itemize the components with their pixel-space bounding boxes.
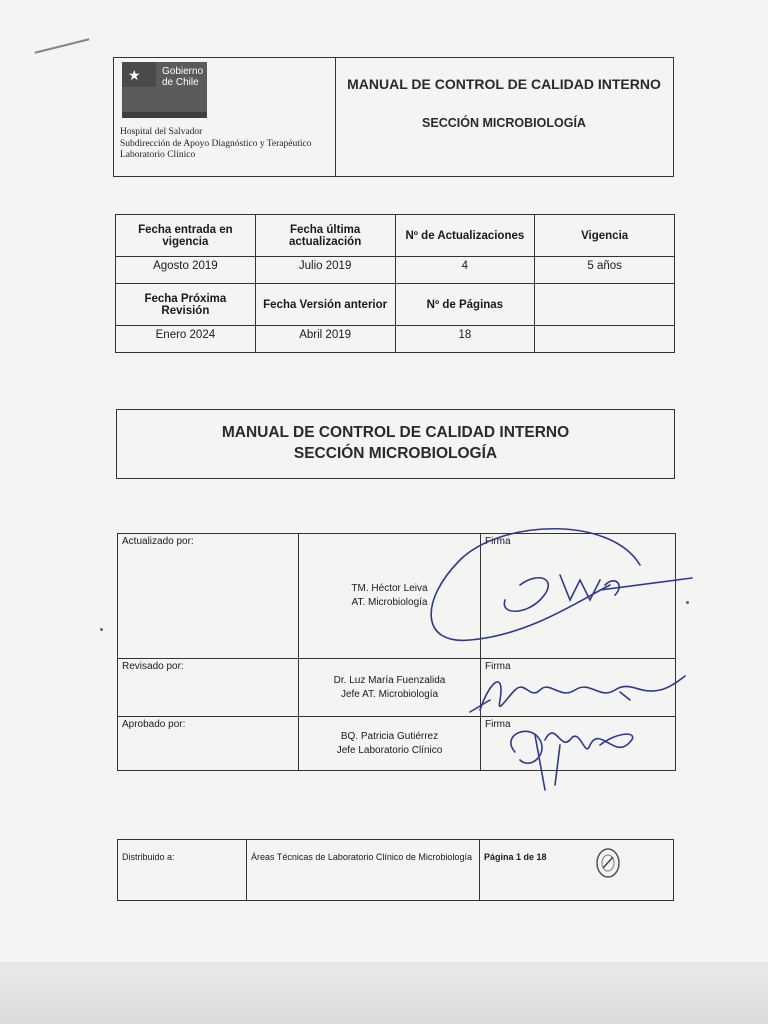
document-header bbox=[113, 57, 674, 177]
info-value-row bbox=[116, 326, 675, 353]
scan-edge-shade bbox=[0, 962, 768, 1024]
header-title: MANUAL DE CONTROL DE CALIDAD INTERNO bbox=[347, 76, 661, 92]
info-header-cell: Fecha Versión anterior bbox=[255, 284, 395, 326]
header-institution-cell bbox=[114, 58, 336, 176]
info-header-cell: Fecha Próxima Revisión bbox=[116, 284, 256, 326]
footer-row bbox=[118, 840, 674, 901]
info-header-row bbox=[116, 215, 675, 257]
institution-subdireccion: Subdirección de Apoyo Diagnóstico y Terapéutico bbox=[120, 138, 312, 149]
approval-role: Aprobado por: bbox=[118, 717, 299, 771]
info-header-cell bbox=[535, 284, 675, 326]
institution-hospital: Hospital del Salvador bbox=[120, 127, 203, 137]
info-value-cell bbox=[535, 326, 675, 353]
info-header-cell: Fecha última actualización bbox=[255, 215, 395, 257]
distribution-footer bbox=[117, 839, 674, 901]
info-value-cell: Enero 2024 bbox=[116, 326, 256, 353]
info-value-cell: Agosto 2019 bbox=[116, 257, 256, 284]
approval-person bbox=[299, 534, 481, 659]
approval-signature-cell: Firma bbox=[481, 659, 676, 717]
info-header-cell: Fecha entrada en vigencia bbox=[116, 215, 256, 257]
approval-name: TM. Héctor Leiva bbox=[351, 583, 428, 594]
header-section: SECCIÓN MICROBIOLOGÍA bbox=[422, 116, 586, 130]
scan-mark bbox=[35, 38, 90, 53]
logo-text-line1: Gobierno bbox=[162, 66, 204, 77]
approval-name: Dr. Luz María Fuenzalida bbox=[333, 674, 446, 686]
document-title-box bbox=[116, 409, 675, 479]
approval-row bbox=[118, 717, 676, 771]
info-value-cell: Abril 2019 bbox=[255, 326, 395, 353]
info-value-cell: 18 bbox=[395, 326, 535, 353]
approval-table bbox=[117, 533, 676, 771]
approval-signature-cell: Firma bbox=[481, 717, 676, 771]
info-value-cell: 4 bbox=[395, 257, 535, 284]
approval-role: Actualizado por: bbox=[118, 534, 299, 659]
document-info-table bbox=[115, 214, 675, 353]
info-value-row bbox=[116, 257, 675, 284]
scan-speck bbox=[686, 601, 689, 604]
approval-position: Jefe AT. Microbiología bbox=[340, 688, 439, 700]
scan-speck bbox=[100, 628, 103, 631]
page-number: Página 1 de 18 bbox=[480, 840, 674, 901]
approval-position: AT. Microbiología bbox=[351, 597, 428, 608]
approval-name: BQ. Patricia Gutiérrez bbox=[340, 730, 439, 742]
approval-position: Jefe Laboratorio Clínico bbox=[336, 744, 443, 756]
approval-person bbox=[299, 659, 481, 717]
info-value-cell: 5 años bbox=[535, 257, 675, 284]
info-header-cell: Nº de Páginas bbox=[395, 284, 535, 326]
institution-laboratorio: Laboratorio Clínico bbox=[120, 150, 196, 160]
seal-stamp-icon bbox=[594, 846, 622, 880]
gobierno-de-chile-logo bbox=[122, 62, 207, 118]
document-section: SECCIÓN MICROBIOLOGÍA bbox=[293, 445, 498, 462]
institution-lines bbox=[120, 127, 312, 162]
logo-text-line2: de Chile bbox=[162, 77, 199, 88]
info-value-cell: Julio 2019 bbox=[255, 257, 395, 284]
approval-row bbox=[118, 659, 676, 717]
info-header-row bbox=[116, 284, 675, 326]
document-title: MANUAL DE CONTROL DE CALIDAD INTERNO bbox=[221, 424, 570, 441]
distributed-label: Distribuido a: bbox=[118, 840, 247, 901]
approval-role: Revisado por: bbox=[118, 659, 299, 717]
approval-row bbox=[118, 534, 676, 659]
info-header-cell: Vigencia bbox=[535, 215, 675, 257]
info-header-cell: Nº de Actualizaciones bbox=[395, 215, 535, 257]
approval-signature-cell: Firma bbox=[481, 534, 676, 659]
distributed-to: Áreas Técnicas de Laboratorio Clínico de Microbiología bbox=[247, 840, 480, 901]
approval-person bbox=[299, 717, 481, 771]
coat-of-arms-icon: ★ bbox=[128, 67, 141, 83]
